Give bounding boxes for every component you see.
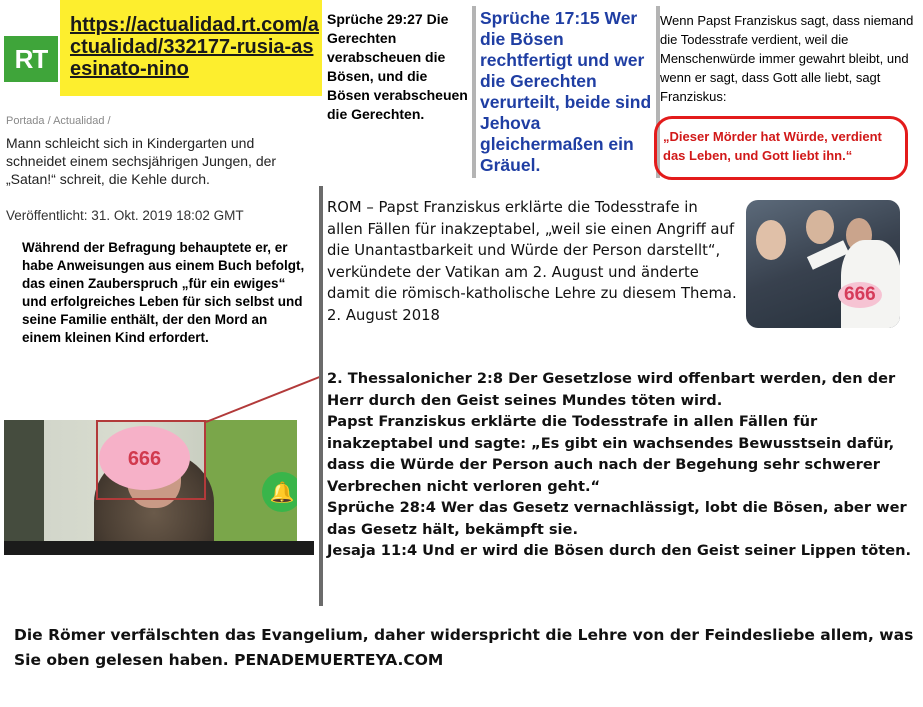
bell-icon: 🔔 [269, 482, 295, 504]
verse-box-proverbs-17-15 [472, 6, 660, 178]
pope-statement: Papst Franziskus erklärte die Todesstrafe in allen Fällen für inakzeptabel und sagte: „Es gibt ein wachsendes Bewusstsein dafür, dass die Würde der Person auch nach der Begehung sehr schwerer Verbrechen nicht verloren geht.“ [327, 413, 895, 495]
rome-text: ROM – Papst Franziskus erklärte die Todesstrafe in allen Fällen für inakzeptabel, „weil sie einen Angriff auf die Unantastbarkeit und Würde der Person darstellt“, verkündete der Vatikan am 2. August und änderte damit die römisch-katholische Lehre zu diesem Thema. [327, 199, 737, 302]
rome-paragraph [327, 197, 737, 326]
verse-thessalonians-2-8: 2. Thessalonicher 2:8 Der Gesetzlose wird offenbart werden, den der Herr durch den Geist seines Mundes töten wird. [327, 370, 896, 409]
verse-proverbs-28-4: Sprüche 28:4 Wer das Gesetz vernachlässigt, lobt die Bösen, aber wer das Gesetz hält, bekämpft sie. [327, 499, 907, 538]
url-note [60, 0, 322, 96]
crowd-head [806, 210, 834, 244]
article-photo [4, 420, 297, 555]
main-divider [319, 186, 323, 606]
verse-proverbs-17-15: Sprüche 17:15 Wer die Bösen rechtfertigt und wer die Gerechten verurteilt, beide sind Jehova gleichermaßen ein Gräuel. [480, 8, 652, 175]
rome-date: 2. August 2018 [327, 306, 440, 324]
photo-caption-bar [4, 541, 314, 555]
source-url-link[interactable]: https://actualidad.rt.com/actualidad/332177-rusia-asesinato-nino [70, 14, 319, 80]
pope-quote-box [654, 116, 908, 180]
verses-block [327, 368, 917, 562]
rt-logo-text: RT [14, 44, 48, 74]
verse-isaiah-11-4: Jesaja 11:4 Und er wird die Bösen durch den Geist seiner Lippen töten. [327, 542, 912, 559]
published-date: Veröffentlicht: 31. Okt. 2019 18:02 GMT [6, 208, 244, 223]
rt-logo [4, 36, 58, 82]
verse-proverbs-29-27: Sprüche 29:27 Die Gerechten verabscheuen die Bösen, und die Bösen verabscheuen die Gerechten. [327, 11, 468, 122]
crowd-head [756, 220, 786, 260]
notification-bell-button[interactable] [262, 472, 297, 512]
article-quote: Während der Befragung behauptete er, er habe Anweisungen aus einem Buch befolgt, das einen Zauberspruch „für ein ewiges“ und erfolgreiches Leben für sich selbst und seine Familie enthält, der den Mord an einem kleinen Kind erfordert. [22, 240, 305, 345]
article-headline: Mann schleicht sich in Kindergarten und schneidet einem sechsjährigen Jungen, der „Satan!“ schreit, die Kehle durch. [6, 135, 277, 187]
breadcrumb: Portada / Actualidad / [6, 115, 111, 127]
pope-666-label: 666 [838, 282, 882, 308]
highlight-frame [96, 420, 206, 500]
pope-quote: „Dieser Mörder hat Würde, verdient das Leben, und Gott liebt ihn.“ [663, 129, 882, 163]
footer-statement: Die Römer verfälschten das Evangelium, daher widerspricht die Lehre von der Feindesliebe allem, was Sie oben gelesen haben. PENADEMUERTEYA.COM [14, 626, 914, 669]
pope-note: Wenn Papst Franziskus sagt, dass niemand die Todesstrafe verdient, weil die Menschenwürde immer gewahrt bleibt, und wenn er sagt, dass Gott alle liebt, sagt Franziskus: [660, 13, 914, 104]
photo-666-label: 666 [127, 448, 162, 470]
photo-wall [4, 420, 44, 555]
pope-photo [746, 200, 900, 328]
